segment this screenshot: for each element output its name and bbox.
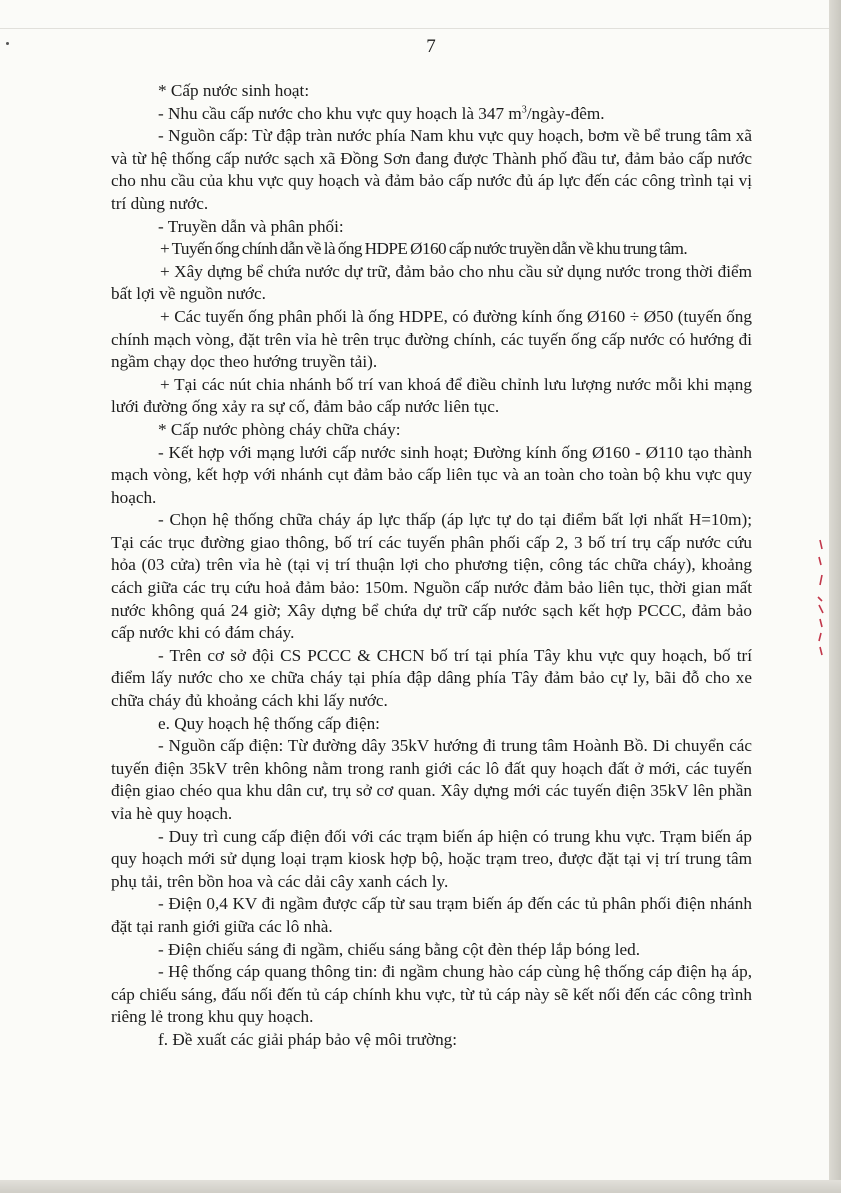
stamp-mark xyxy=(816,535,826,660)
scan-fold-line xyxy=(0,28,829,29)
document-body xyxy=(111,80,752,1052)
paragraph-distribution-heading: - Truyền dẫn và phân phối: xyxy=(158,216,344,236)
paragraph-fiber-optic: - Hệ thống cáp quang thông tin: đi ngầm chung hào cáp cùng hệ thống cáp điện hạ áp, cáp chiếu sáng, đấu nối đến tủ cáp chính khu vực, từ tủ cáp này sẽ kết nối đến các công trình riêng lẻ trong khu quy hoạch. xyxy=(111,962,752,1027)
page-number: 7 xyxy=(426,36,436,57)
paragraph-fire-water-heading: * Cấp nước phòng cháy chữa cháy: xyxy=(158,419,401,439)
section-e-heading: e. Quy hoạch hệ thống cấp điện: xyxy=(158,713,380,733)
paragraph-valves: + Tại các nút chia nhánh bố trí van khoá để điều chỉnh lưu lượng nước mỗi khi mạng lưới đường ống xảy ra sự cố, đảm bảo cấp nước liên tục. xyxy=(111,374,752,417)
page-edge-right xyxy=(829,0,841,1193)
paragraph-fire-system: - Chọn hệ thống chữa cháy áp lực thấp (áp lực tự do tại điểm bất lợi nhất H=10m); Tại các trục đường giao thông, bố trí các tuyến phân phối cấp 2, 3 bố trí trụ cấp nước cứu hỏa (03 cửa) trên vỉa hè (tại vị trí thuận lợi cho phương tiện, công tác chữa cháy), khoảng cách giữa các trụ cứu hoả đảm bảo: 150m. Nguồn cấp nước đảm bảo liên tục, thời gian mất nước không quá 24 giờ; Xây dựng bể chứa dự trữ cấp nước sạch kết hợp PCCC, đảm bảo cấp nước khi có đám cháy. xyxy=(111,510,752,643)
paragraph-lighting: - Điện chiếu sáng đi ngầm, chiếu sáng bằng cột đèn thép lắp bóng led. xyxy=(158,939,641,959)
paragraph-water-source: - Nguồn cấp: Từ đập tràn nước phía Nam khu vực quy hoạch, bơm về bể trung tâm xã và từ hệ thống cấp nước sạch xã Đồng Sơn đang được Thành phố đầu tư, đảm bảo cấp nước cho nhu cầu của khu vực quy hoạch và đảm bảo cấp nước đủ áp lực đến các công trình tại vị trí dùng nước. xyxy=(111,126,752,213)
paragraph-domestic-water-heading: * Cấp nước sinh hoạt: xyxy=(158,81,310,100)
paragraph-reserve-tank: + Xây dựng bể chứa nước dự trữ, đảm bảo cho nhu cầu sử dụng nước trong thời điểm bất lợi về nguồn nước. xyxy=(111,261,752,304)
water-demand-unit: /ngày-đêm. xyxy=(526,103,605,123)
superscript-cubic: 3 xyxy=(521,103,527,115)
paragraph-power-source: - Nguồn cấp điện: Từ đường dây 35kV hướng đi trung tâm Hoành Bồ. Di chuyển các tuyến điện 35kV trên không nằm trong ranh giới các lô đất quy hoạch đất ở mới, các tuyến điện giao chéo qua khu dân cư, trụ sở cơ quan. Xây dựng mới các tuyến điện 35kV lên phần vỉa hè quy hoạch. xyxy=(111,736,752,823)
paragraph-fire-network: - Kết hợp với mạng lưới cấp nước sinh hoạt; Đường kính ống Ø160 - Ø110 tạo thành mạch vòng, kết hợp với nhánh cụt đảm bảo cấp liên tục và an toàn cho toàn bộ khu vực quy hoạch. xyxy=(111,442,752,507)
water-demand-text: - Nhu cầu cấp nước cho khu vực quy hoạch là 347 m xyxy=(158,103,522,123)
paragraph-fire-station: - Trên cơ sở đội CS PCCC & CHCN bố trí tại phía Tây khu vực quy hoạch, bố trí điểm lấy nước cho xe chữa cháy tại phía đập dâng phía Tây đảm bảo cự ly, bãi đỗ cho xe chữa cháy đủ khoảng cách khi lấy nước. xyxy=(111,645,752,711)
paragraph-main-pipe: + Tuyến ống chính dẫn về là ống HDPE Ø160 cấp nước truyền dẫn về khu trung tâm. xyxy=(160,239,688,259)
page-edge-bottom xyxy=(0,1180,841,1193)
paragraph-low-voltage: - Điện 0,4 KV đi ngầm được cấp từ sau trạm biến áp đến các tủ phân phối điện nhánh đặt tại ranh giới giữa các lô nhà. xyxy=(111,894,752,936)
paragraph-water-demand xyxy=(111,103,752,126)
paragraph-substations: - Duy trì cung cấp điện đối với các trạm biến áp hiện có trung khu vực. Trạm biến áp quy hoạch mới sử dụng loại trạm kiosk hợp bộ, hoặc trạm treo, được đặt tại vị trí trung tâm phụ tải, trên bồn hoa và các dải cây xanh cách ly. xyxy=(111,826,752,891)
section-f-heading: f. Đề xuất các giải pháp bảo vệ môi trường: xyxy=(158,1029,458,1049)
paragraph-distribution-pipes: + Các tuyến ống phân phối là ống HDPE, có đường kính ống Ø160 ÷ Ø50 (tuyến ống chính mạch vòng, đặt trên vỉa hè trên trục đường chính, các tuyến ống cấp nước có hướng đi ngầm chạy dọc theo hướng truyền tải). xyxy=(111,306,752,372)
